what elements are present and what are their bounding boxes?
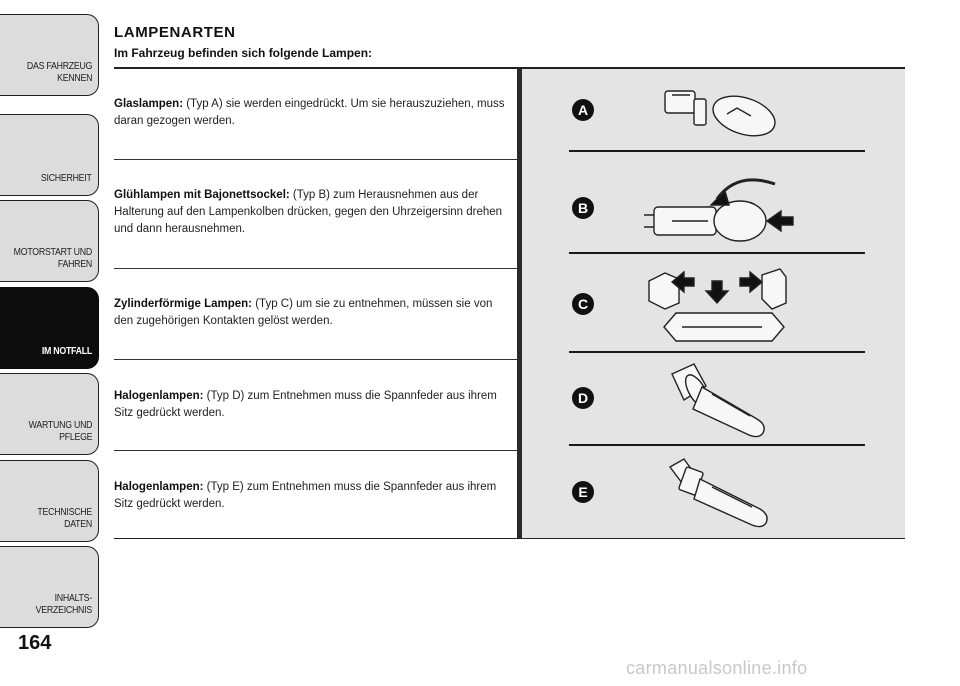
separator (114, 450, 518, 451)
tab-label: DAS FAHRZEUG KENNEN (26, 61, 92, 84)
entry-term: Halogenlampen: (114, 390, 204, 402)
lamp-e-illustration (670, 459, 767, 527)
tab-das-fahrzeug-kennen[interactable] (0, 14, 99, 96)
tab-label: TECHNISCHE DATEN (37, 507, 92, 530)
separator (114, 268, 518, 269)
entry-text: (Typ B) zum Herausnehmen aus der Halterung auf den Lampenkolben drücken, gegen den Uhrzeigersinn drehen und dann herausnehmen. (114, 189, 503, 235)
tab-im-notfall[interactable] (0, 287, 99, 369)
bottom-rule (114, 538, 905, 539)
separator (114, 159, 518, 160)
entry-type-a (114, 96, 514, 130)
entry-text: (Typ A) sie werden eingedrückt. Um sie herauszuziehen, muss daran gezogen werden. (114, 98, 505, 127)
marker-d: D (572, 387, 594, 409)
tab-inhaltsverzeichnis[interactable] (0, 546, 99, 628)
lamp-a-illustration (665, 89, 780, 143)
tab-technische-daten[interactable] (0, 460, 99, 542)
entry-type-d (114, 388, 514, 422)
entry-text: (Typ E) zum Entnehmen muss die Spannfeder aus ihrem Sitz gedrückt werden. (114, 481, 497, 510)
tab-wartung-und-pflege[interactable] (0, 373, 99, 455)
tab-label: MOTORSTART UND FAHREN (13, 247, 92, 270)
entry-term: Glühlampen mit Bajonettsockel: (114, 189, 290, 201)
marker-e: E (572, 481, 594, 503)
lamp-b-illustration (644, 180, 793, 241)
lamp-d-illustration (672, 364, 764, 437)
entry-term: Zylinderförmige Lampen: (114, 298, 253, 310)
separator (114, 359, 518, 360)
entry-type-b (114, 187, 514, 238)
marker-b: B (572, 197, 594, 219)
tab-sicherheit[interactable] (0, 114, 99, 196)
watermark: carmanualsonline.info (626, 658, 808, 678)
entry-type-e (114, 479, 514, 513)
tab-label: WARTUNG UND PFLEGE (28, 420, 92, 443)
tab-label: SICHERHEIT (41, 173, 92, 184)
lamp-c-illustration (649, 269, 786, 341)
tab-motorstart-und-fahren[interactable] (0, 200, 99, 282)
chapter-sidebar (0, 0, 100, 640)
marker-c: C (572, 293, 594, 315)
entry-text: (Typ C) um sie zu entnehmen, müssen sie von den zugehörigen Kontakten gelöst werden. (114, 298, 493, 327)
entry-type-c (114, 296, 514, 330)
lamp-illustrations (522, 69, 905, 538)
tab-label: INHALTS- VERZEICHNIS (35, 593, 92, 616)
tab-label: IM NOTFALL (41, 346, 92, 357)
section-subtitle: Im Fahrzeug befinden sich folgende Lampen: (114, 46, 373, 60)
section-title: LAMPENARTEN (114, 24, 236, 41)
entry-term: Glaslampen: (114, 98, 184, 110)
entry-term: Halogenlampen: (114, 481, 204, 493)
marker-a: A (572, 99, 594, 121)
page-number: 164 (18, 632, 52, 654)
lamp-types-figure (522, 69, 905, 538)
entry-text: (Typ D) zum Entnehmen muss die Spannfeder aus ihrem Sitz gedrückt werden. (114, 390, 497, 419)
